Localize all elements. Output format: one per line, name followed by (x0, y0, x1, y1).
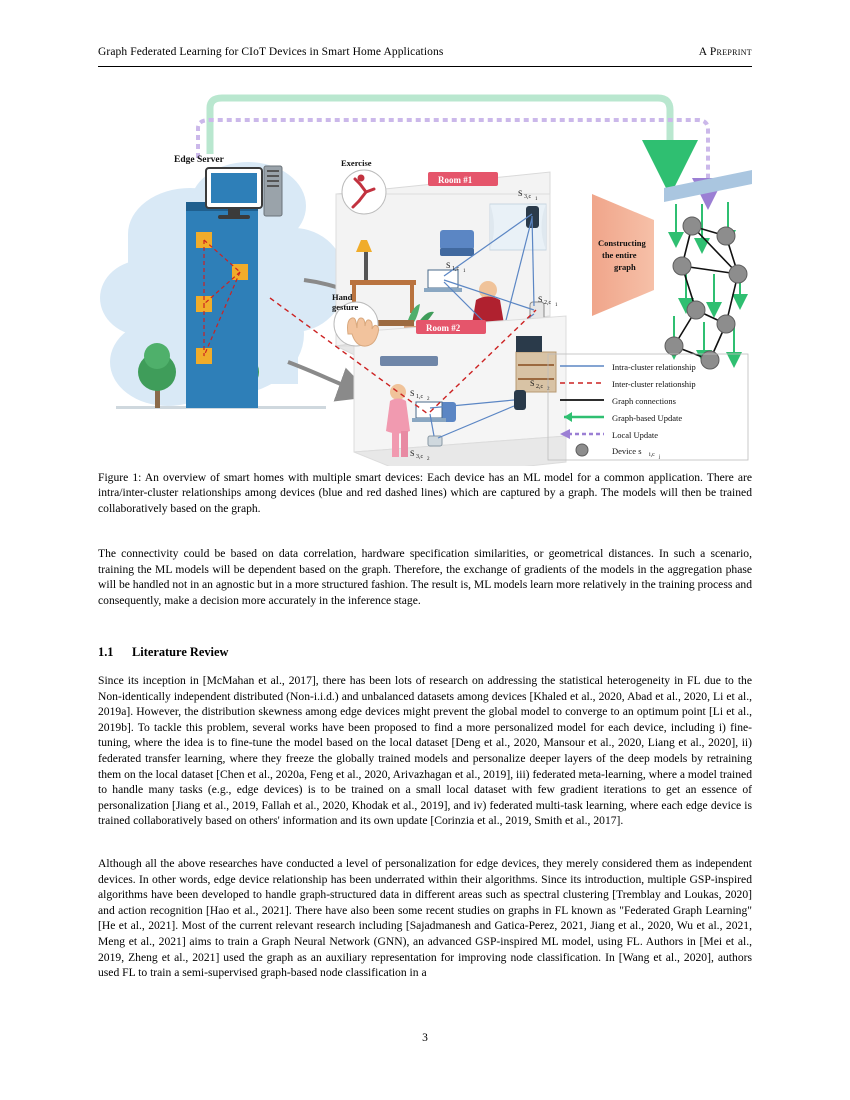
svg-text:S: S (410, 389, 415, 398)
svg-text:Graph-based Update: Graph-based Update (612, 413, 683, 423)
svg-text:Room #1: Room #1 (438, 175, 473, 185)
running-header (98, 46, 752, 58)
svg-text:Hand: Hand (332, 292, 353, 302)
svg-text:Room #2: Room #2 (426, 323, 461, 333)
figure-1 (98, 84, 752, 466)
svg-text:1: 1 (463, 269, 466, 274)
svg-text:the entire: the entire (602, 250, 637, 260)
svg-text:1: 1 (535, 197, 538, 202)
svg-text:3,c: 3,c (416, 454, 424, 460)
figure-illustration (98, 84, 752, 466)
page-number: 3 (422, 1032, 428, 1044)
svg-text:Device s: Device s (612, 446, 642, 456)
svg-text:S: S (446, 261, 451, 270)
section-title: Literature Review (132, 645, 229, 659)
svg-text:Graph connections: Graph connections (612, 396, 676, 406)
paragraph-connectivity: The connectivity could be based on data correlation, hardware specification similarities, or geometrical distances. In such a scenario, training the ML models will be dependent based on the graph. Therefore, the exchange of gradients of the models in the aggregation phase will be handled not in an agnostic but in a more structured fashion. The result is, ML models learn more relatively in the training process and consequently, make a decision more accurately in the inference stage. (98, 547, 752, 607)
svg-text:Edge Server: Edge Server (174, 155, 224, 165)
svg-text:3,c: 3,c (524, 194, 532, 200)
svg-text:S: S (518, 189, 523, 198)
running-header-title: Graph Federated Learning for CIoT Devices in Smart Home Applications (98, 46, 444, 58)
svg-text:2,c: 2,c (536, 384, 544, 390)
svg-text:Exercise: Exercise (341, 158, 372, 168)
svg-text:i,c: i,c (649, 452, 655, 458)
svg-text:Inter-cluster relationship: Inter-cluster relationship (612, 379, 696, 389)
svg-text:graph: graph (614, 262, 636, 272)
svg-text:S: S (530, 379, 535, 388)
section-heading-literature-review (98, 645, 752, 660)
figure-caption: Figure 1: An overview of smart homes with multiple smart devices: Each device has an ML model for a common application. There are intra/inter-cluster relationships among devices (blue and red dashed lines) which are captured by a graph. The models will then be trained collaboratively based on the graph. (98, 471, 752, 515)
svg-text:1,c: 1,c (416, 394, 424, 400)
svg-text:Constructing: Constructing (598, 238, 646, 248)
section-number: 1.1 (98, 645, 114, 659)
svg-text:gesture: gesture (332, 302, 359, 312)
svg-text:S: S (410, 449, 415, 458)
svg-text:2: 2 (427, 397, 430, 402)
svg-text:2: 2 (547, 387, 550, 392)
header-rule (98, 66, 752, 67)
svg-text:Local Update: Local Update (612, 430, 659, 440)
svg-text:S: S (538, 295, 543, 304)
paragraph-although: Although all the above researches have conducted a level of personalization for edge devices, they merely considered them as independent devices. In other words, edge device relationship has been underrated within their algorithms. Since its introduction, multiple GSP-inspired algorithms have been developed to handle graph-structured data in different areas such as spectral clustering [Tremblay and Loukas, 2020] and action recognition [Hao et al., 2021]. There have also been some recent studies on graphs in FL known as "Federated Graph Learning" [He et al., 2021]. Most of the current relevant research including [Sajadmanesh and Gatica-Perez, 2021, Jiang et al., 2020, Wu et al., 2021, Meng et al., 2021] aims to train a Graph Neural Network (GNN), an advanced GSP-inspired ML model, using FL. Authors in [Mei et al., 2019, Zheng et al., 2021] used the graph as an auxiliary representation for improving node classification. In [Wang et al., 2020], authors used FL to train a semi-supervised graph-based node classification in a (98, 857, 752, 980)
svg-text:1: 1 (555, 303, 558, 308)
running-header-preprint: A Preprint (698, 46, 752, 58)
paragraph-literature: Since its inception in [McMahan et al., 2017], there has been lots of research on addressing the statistical heterogeneity in FL due to the Non-identically independent distributed (Non-i.i.d.) and unbalanced datasets among devices [Khaled et al., 2020, Abad et al., 2020, Li et al., 2019a]. However, the distribution skewness among edge devices might prevent the global model to converge to an optimum point [Li et al., 2019b]. To tackle this problem, several works have been proposed to find a more personalized model for each device, including i) fine-tuning, where the idea is to fine-tune the model based on the local dataset [Deng et al., 2020, Mansour et al., 2020, Liang et al., 2020], ii) federated transfer learning, where they freeze the globally trained models and personalize deeper layers of the deep models by retraining them on the local dataset [Chen et al., 2020a, Feng et al., 2020, Arivazhagan et al., 2019], iii) federated meta-learning, where a model trained to handle many tasks (e.g., edge devices) is to be trained on a small local dataset with few gradient iterations to get an essence of personalization [Jiang et al., 2019, Fallah et al., 2020, Khodak et al., 2019], and iv) federated multi-task learning, where each edge device is trained collaboratively based on others' information and its own update [Corinzia et al., 2019, Smith et al., 2017]. (98, 674, 752, 828)
svg-text:1,c: 1,c (452, 266, 460, 272)
svg-text:Intra-cluster relationship: Intra-cluster relationship (612, 362, 696, 372)
svg-text:j: j (659, 455, 661, 460)
svg-text:2: 2 (427, 457, 430, 462)
svg-text:2,c: 2,c (544, 300, 552, 306)
